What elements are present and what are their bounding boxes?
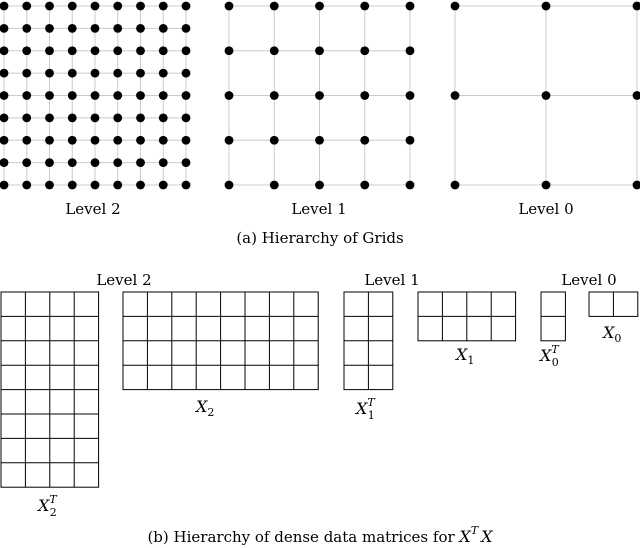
label-x1-transpose: $X^T$ 1 — [356, 396, 375, 422]
grid-node — [113, 181, 122, 190]
grid-node — [22, 69, 31, 78]
grid-node — [0, 113, 8, 122]
grid-node — [113, 69, 122, 78]
grid-node — [45, 69, 54, 78]
grid-node — [360, 2, 369, 11]
grid-node — [406, 46, 415, 55]
grid-node — [315, 46, 324, 55]
grid-node — [182, 158, 191, 167]
grid-node — [182, 46, 191, 55]
matrix-level-label-2: Level 2 — [96, 271, 152, 289]
grid-node — [68, 24, 77, 33]
grid-node — [542, 91, 551, 100]
grid-node — [0, 69, 8, 78]
matrix-x2-transpose — [1, 292, 99, 487]
grid-panel-level-0 — [451, 2, 640, 218]
matrix-x2 — [123, 292, 318, 390]
grid-node — [360, 136, 369, 145]
grid-node — [136, 113, 145, 122]
grid-node — [136, 46, 145, 55]
grid-node — [542, 2, 551, 11]
grid-node — [406, 136, 415, 145]
grid-node — [22, 91, 31, 100]
label-x0: $X_0$ — [603, 323, 622, 345]
grid-node — [45, 136, 54, 145]
grid-node — [113, 91, 122, 100]
grid-node — [451, 2, 460, 11]
label-x0-transpose: $X^T$ 0 — [540, 343, 559, 369]
grid-node — [270, 91, 279, 100]
caption-b: (b) Hierarchy of dense data matrices for $X^T$ X — [147, 524, 493, 546]
grid-node — [182, 136, 191, 145]
label-x1: $X_1$ — [456, 345, 475, 367]
grid-node — [113, 2, 122, 11]
grid-node — [270, 2, 279, 11]
grid-node — [182, 2, 191, 11]
grid-node — [451, 181, 460, 190]
grid-node — [68, 69, 77, 78]
grid-node — [22, 24, 31, 33]
grid-node — [45, 2, 54, 11]
grid-node — [91, 69, 100, 78]
grid-node — [45, 181, 54, 190]
grid-node — [68, 91, 77, 100]
grid-node — [68, 158, 77, 167]
grid-node — [45, 91, 54, 100]
label-x2-transpose: $X^T$ 2 — [38, 493, 57, 519]
grid-node — [68, 136, 77, 145]
grid-node — [225, 136, 234, 145]
grid-label-level-1: Level 1 — [291, 200, 347, 218]
grid-node — [0, 136, 8, 145]
grid-label-level-2: Level 2 — [65, 200, 121, 218]
grid-node — [91, 136, 100, 145]
label-x2: $X_2$ — [196, 397, 215, 419]
grid-node — [159, 46, 168, 55]
grid-node — [315, 181, 324, 190]
grid-node — [0, 158, 8, 167]
grid-node — [91, 158, 100, 167]
grid-node — [270, 181, 279, 190]
matrix-x1 — [418, 292, 516, 341]
grid-node — [68, 113, 77, 122]
grid-node — [113, 24, 122, 33]
grid-node — [360, 46, 369, 55]
grid-node — [315, 2, 324, 11]
grid-node — [159, 136, 168, 145]
grid-node — [136, 181, 145, 190]
matrix-level-label-0: Level 0 — [561, 271, 617, 289]
grid-node — [68, 2, 77, 11]
grid-node — [0, 91, 8, 100]
matrix-x0-transpose — [541, 292, 565, 341]
grid-node — [182, 24, 191, 33]
grid-node — [136, 2, 145, 11]
grid-node — [113, 158, 122, 167]
grid-node — [113, 113, 122, 122]
grid-node — [0, 181, 8, 190]
matrix-x1-transpose — [344, 292, 393, 390]
grid-node — [315, 91, 324, 100]
grid-node — [113, 46, 122, 55]
grid-node — [136, 158, 145, 167]
grid-node — [22, 2, 31, 11]
grid-node — [633, 91, 640, 100]
grid-node — [136, 69, 145, 78]
grid-node — [22, 136, 31, 145]
matrix-x0 — [589, 292, 638, 316]
grid-node — [136, 136, 145, 145]
grid-nodes-level-2 — [0, 2, 190, 190]
grid-node — [159, 181, 168, 190]
grid-node — [270, 46, 279, 55]
grid-node — [91, 46, 100, 55]
grid-node — [91, 181, 100, 190]
grid-node — [315, 136, 324, 145]
grid-node — [270, 136, 279, 145]
grid-node — [68, 46, 77, 55]
grid-node — [633, 181, 640, 190]
grid-node — [45, 46, 54, 55]
grid-label-level-0: Level 0 — [518, 200, 574, 218]
grid-node — [136, 24, 145, 33]
grid-node — [45, 24, 54, 33]
grid-node — [22, 46, 31, 55]
grid-node — [182, 91, 191, 100]
grid-node — [182, 113, 191, 122]
grid-node — [225, 2, 234, 11]
grid-node — [451, 91, 460, 100]
grid-node — [22, 181, 31, 190]
grid-node — [91, 24, 100, 33]
caption-a: (a) Hierarchy of Grids — [236, 229, 404, 247]
grid-node — [406, 181, 415, 190]
grid-node — [182, 181, 191, 190]
grid-node — [159, 91, 168, 100]
grid-node — [113, 136, 122, 145]
grid-node — [225, 91, 234, 100]
grid-node — [159, 113, 168, 122]
grid-node — [182, 69, 191, 78]
grid-node — [360, 91, 369, 100]
grid-node — [0, 2, 8, 11]
grid-panel-level-2 — [0, 2, 190, 218]
grid-node — [225, 181, 234, 190]
grid-node — [0, 24, 8, 33]
grid-node — [0, 46, 8, 55]
grid-node — [159, 158, 168, 167]
grid-node — [542, 181, 551, 190]
grid-node — [406, 91, 415, 100]
grid-node — [45, 113, 54, 122]
grid-node — [159, 69, 168, 78]
grid-node — [45, 158, 54, 167]
grid-node — [159, 2, 168, 11]
matrix-level-label-1: Level 1 — [364, 271, 420, 289]
grid-node — [91, 91, 100, 100]
grid-node — [136, 91, 145, 100]
grid-panel-level-1 — [225, 2, 415, 218]
grid-node — [22, 113, 31, 122]
grid-node — [406, 2, 415, 11]
grid-node — [91, 2, 100, 11]
grid-node — [68, 181, 77, 190]
grid-node — [225, 46, 234, 55]
grid-node — [360, 181, 369, 190]
grid-node — [22, 158, 31, 167]
grid-node — [159, 24, 168, 33]
grid-node — [91, 113, 100, 122]
grid-node — [633, 2, 640, 11]
